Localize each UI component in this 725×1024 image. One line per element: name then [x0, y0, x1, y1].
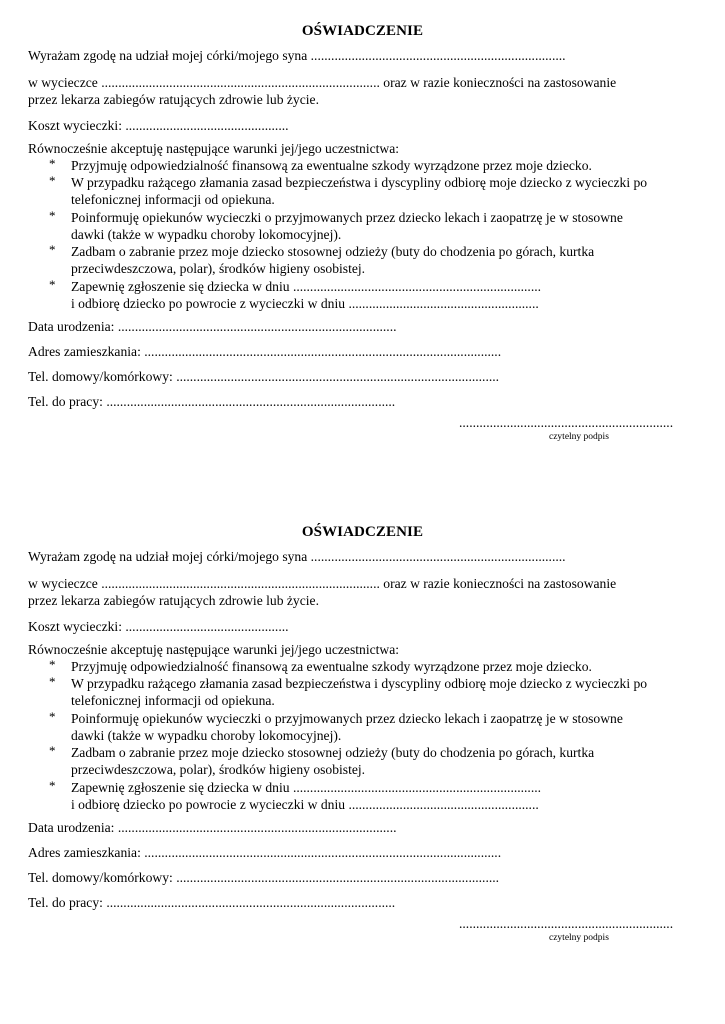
- condition-3-line-2: dawki (także w wypadku choroby lokomocyjnej).: [71, 227, 342, 242]
- bullet-marker: *: [49, 208, 56, 223]
- signature-label: czytelny podpis: [549, 933, 609, 943]
- condition-3-line-1: Poinformuję opiekunów wycieczki o przyjmowanych przez dziecko lekach i zaopatrzę je w stosowne: [71, 210, 623, 225]
- bullet-marker: *: [49, 709, 56, 724]
- bullet-marker: *: [49, 242, 56, 257]
- bullet-marker: *: [49, 277, 56, 292]
- condition-3-line-1: Poinformuję opiekunów wycieczki o przyjmowanych przez dziecko lekach i zaopatrzę je w stosowne: [71, 711, 623, 726]
- condition-4-line-1: Zadbam o zabranie przez moje dziecko stosownej odzieży (buty do chodzenia po górach, kurtka: [71, 745, 595, 760]
- condition-4-line-1: Zadbam o zabranie przez moje dziecko stosownej odzieży (buty do chodzenia po górach, kurtka: [71, 244, 595, 259]
- birth-date-line: Data urodzenia: ..................................................................................: [28, 820, 397, 835]
- bullet-marker: *: [49, 743, 56, 758]
- condition-2-line-2: telefonicznej informacji od opiekuna.: [71, 192, 275, 207]
- trip-line: w wycieczce .................................................................................. oraz w razie konieczności na zastosowanie: [28, 75, 617, 90]
- form-title: OŚWIADCZENIE: [301, 23, 424, 39]
- condition-5-line-2: i odbiorę dziecko po powrocie z wycieczki w dniu ........................................................: [71, 296, 539, 311]
- condition-3-line-2: dawki (także w wypadku choroby lokomocyjnej).: [71, 728, 342, 743]
- cost-line: Koszt wycieczki: ................................................: [28, 118, 289, 133]
- signature-label: czytelny podpis: [549, 432, 609, 442]
- bullet-marker: *: [49, 156, 56, 171]
- cost-line: Koszt wycieczki: ................................................: [28, 619, 289, 634]
- bullet-marker: *: [49, 657, 56, 672]
- address-line: Adres zamieszkania: .........................................................................................................: [28, 344, 502, 359]
- work-phone-line: Tel. do pracy: .....................................................................................: [28, 394, 396, 409]
- condition-2-line-2: telefonicznej informacji od opiekuna.: [71, 693, 275, 708]
- declaration-form-1: [0, 0, 725, 500]
- bullet-marker: *: [49, 778, 56, 793]
- consent-line: Wyrażam zgodę na udział mojej córki/mojego syna ...........................................................................: [28, 48, 566, 63]
- birth-date-line: Data urodzenia: ..................................................................................: [28, 319, 397, 334]
- signature-line: ...............................................................: [459, 916, 674, 931]
- home-phone-line: Tel. domowy/komórkowy: ...............................................................................................: [28, 369, 500, 384]
- home-phone-line: Tel. domowy/komórkowy: ...............................................................................................: [28, 870, 500, 885]
- consent-line: Wyrażam zgodę na udział mojej córki/mojego syna ...........................................................................: [28, 549, 566, 564]
- signature-line: ...............................................................: [459, 415, 674, 430]
- condition-2-line-1: W przypadku rażącego złamania zasad bezpieczeństwa i dyscypliny odbiorę moje dziecko z wycieczki po: [71, 676, 648, 691]
- bullet-marker: *: [49, 674, 56, 689]
- condition-2-line-1: W przypadku rażącego złamania zasad bezpieczeństwa i dyscypliny odbiorę moje dziecko z wycieczki po: [71, 175, 648, 190]
- work-phone-line: Tel. do pracy: .....................................................................................: [28, 895, 396, 910]
- condition-5-line-1: Zapewnię zgłoszenie się dziecka w dniu .........................................................................: [71, 279, 542, 294]
- condition-4-line-2: przeciwdeszczowa, polar), środków higieny osobistej.: [71, 762, 366, 777]
- condition-5-line-1: Zapewnię zgłoszenie się dziecka w dniu .........................................................................: [71, 780, 542, 795]
- rescue-line: przez lekarza zabiegów ratujących zdrowie lub życie.: [28, 92, 319, 107]
- condition-1-line-1: Przyjmuję odpowiedzialność finansową za ewentualne szkody wyrządzone przez moje dziecko.: [71, 158, 592, 173]
- conditions-intro: Równocześnie akceptuję następujące warunki jej/jego uczestnictwa:: [28, 642, 400, 657]
- condition-1-line-1: Przyjmuję odpowiedzialność finansową za ewentualne szkody wyrządzone przez moje dziecko.: [71, 659, 592, 674]
- trip-line: w wycieczce .................................................................................. oraz w razie konieczności na zastosowanie: [28, 576, 617, 591]
- condition-5-line-2: i odbiorę dziecko po powrocie z wycieczki w dniu ........................................................: [71, 797, 539, 812]
- form-title: OŚWIADCZENIE: [301, 524, 424, 540]
- address-line: Adres zamieszkania: .........................................................................................................: [28, 845, 502, 860]
- conditions-intro: Równocześnie akceptuję następujące warunki jej/jego uczestnictwa:: [28, 141, 400, 156]
- condition-4-line-2: przeciwdeszczowa, polar), środków higieny osobistej.: [71, 261, 366, 276]
- bullet-marker: *: [49, 173, 56, 188]
- declaration-form-2: [0, 501, 725, 1001]
- rescue-line: przez lekarza zabiegów ratujących zdrowie lub życie.: [28, 593, 319, 608]
